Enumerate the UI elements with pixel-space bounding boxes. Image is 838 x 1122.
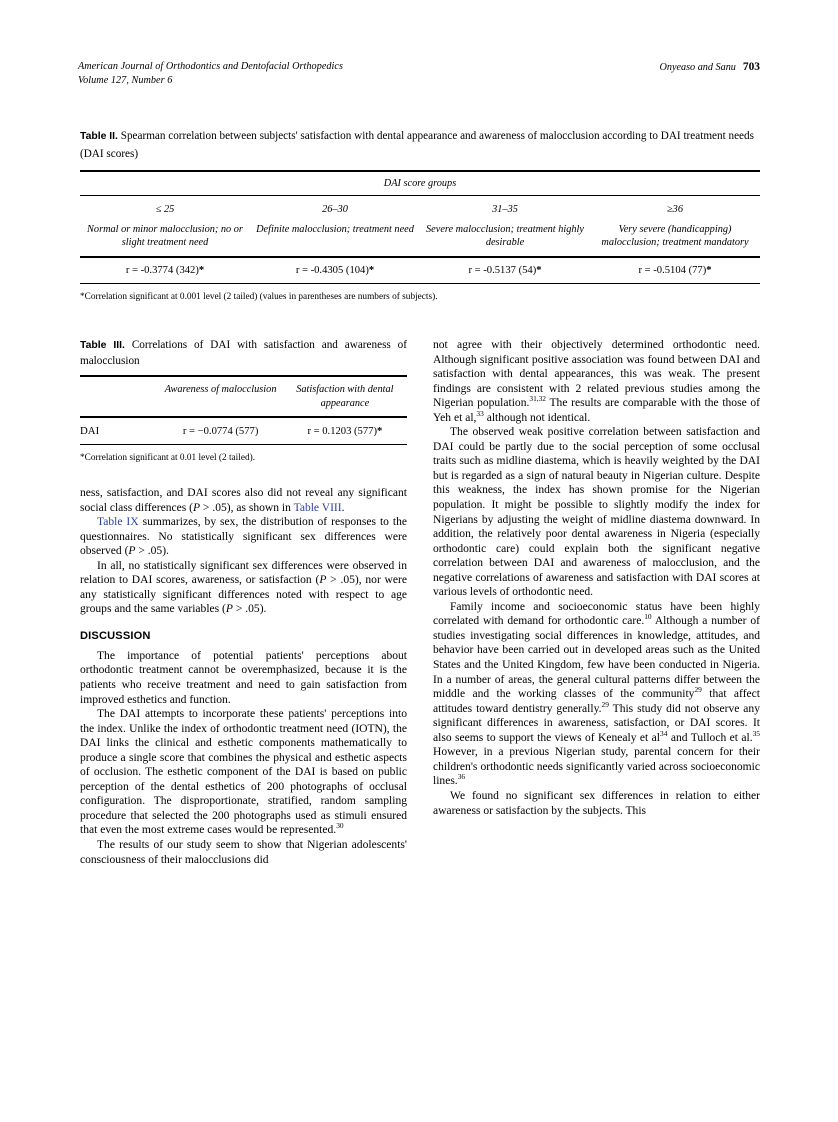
table-2-cell-value: r = -0.3774 (342)	[125, 264, 199, 276]
reference-marker: 36	[457, 772, 466, 782]
text-run: > .05).	[232, 603, 267, 616]
text-run: The results are comparable with the those of Yeh et al,	[433, 397, 761, 424]
text-run: However, in a previous Nigerian study, parental concern for their children's orthodontic needs significantly varied across socioeconomic lines.	[433, 746, 760, 788]
text-run: summarizes, by sex, the distribution of responses to the questionnaires. No statistically significant sex differences were observed (	[80, 516, 407, 558]
text-run: and Tulloch et al.	[667, 731, 753, 744]
paragraph-continued	[80, 486, 407, 515]
text-run: > .05), nor were any statistically significant differences noted with respect to age groups and the same variables (	[80, 574, 407, 616]
table-2-cell-value: r = -0.5104 (77)	[638, 264, 707, 276]
table-3	[80, 338, 407, 464]
paragraph-sex-differences	[80, 559, 407, 617]
table-2-col-description: Definite malocclusion; treatment need	[256, 223, 414, 235]
left-column	[80, 338, 407, 867]
paragraph-importance: The importance of potential patients' perceptions about orthodontic treatment cannot be overemphasized, because it is the patients who receive treatment and need to gain satisfaction from improved esthetics and function.	[80, 649, 407, 706]
p-variable: P	[192, 501, 201, 514]
table-3-caption-text: Correlations of DAI with satisfaction and awareness of malocclusion	[80, 339, 407, 367]
table-3-header-row	[80, 377, 407, 416]
text-run: that affect attitudes toward dentistry generally.	[433, 688, 761, 715]
table-3-cell-value: r = −0.0774 (577)	[182, 426, 259, 437]
table-ix-link[interactable]: Table IX	[97, 516, 139, 529]
discussion-heading: DISCUSSION	[80, 629, 151, 642]
reference-marker: 29	[601, 699, 609, 709]
paragraph-family-income	[433, 600, 760, 789]
table-3-row-label: DAI	[80, 425, 100, 437]
text-run: ness, satisfaction, and DAI scores also did not reveal any significant social class differences (	[80, 487, 407, 514]
text-run: although not identical.	[483, 411, 591, 424]
table-3-cell-star: *	[376, 426, 383, 437]
table-2-col-range: 26–30	[322, 204, 348, 215]
reference-marker: 30	[336, 821, 344, 831]
table-2-column-descriptions	[80, 223, 760, 256]
table-2-cell-star: *	[706, 264, 712, 276]
table-2-col-range: ≥36	[667, 204, 683, 215]
table-2-footnote: *Correlation significant at 0.001 level (2 tailed) (values in parentheses are numbers of subjects).	[80, 291, 438, 302]
table-3-column-header: Satisfaction with dental appearance	[296, 384, 394, 409]
right-column	[433, 338, 760, 818]
table-3-footnote: *Correlation significant at 0.01 level (2 tailed).	[80, 453, 256, 463]
text-run: > .05), as shown in	[200, 501, 294, 514]
paragraph-dai-attempts	[80, 707, 407, 838]
reference-marker: 10	[644, 612, 652, 622]
table-2-cell-star: *	[198, 264, 205, 276]
table-viii-link[interactable]: Table VIII	[293, 501, 342, 514]
table-3-cell	[283, 426, 407, 437]
table-2-caption-text: Spearman correlation between subjects' satisfaction with dental appearance and awareness of malocclusion according to DAI treatment needs (DAI scores)	[80, 130, 754, 160]
p-variable: P	[319, 574, 327, 587]
running-head-authors: Onyeaso and Sanu	[659, 62, 736, 73]
table-2-label: Table II.	[80, 131, 118, 142]
table-2-data-row	[80, 258, 760, 283]
reference-marker: 33	[476, 408, 484, 418]
table-2-col-range: ≤ 25	[155, 204, 175, 215]
paragraph-results: The results of our study seem to show that Nigerian adolescents' consciousness of their malocclusions did	[80, 839, 407, 866]
running-head-journal	[78, 60, 343, 88]
p-variable: P	[128, 545, 136, 558]
table-2-cell-value: r = -0.5137 (54)	[468, 264, 537, 276]
table-2-column-ranges	[80, 196, 760, 223]
paragraph-weak-correlation: The observed weak positive correlation between satisfaction and DAI could be partly due to the social perception of some occlusal traits such as midline diastema, which is heavily weighted by the DAI but is regarded as a sign of natural beauty in Nigerian culture. Despite this weakness, the index has shown promise for the Nigerian population. It might be possible to slightly modify the index for Nigerians by adjusting the weight of midline diastema downward. In addition, the relatively poor dental awareness in Nigeria (especially orthodontic care) could explain both the significant negative correlation between DAI and awareness of malocclusion, and the negative correlations of awareness and satisfaction with DAI scores at various levels of orthodontic need.	[433, 426, 760, 599]
table-3-caption	[80, 338, 407, 369]
table-2-cell	[420, 265, 590, 276]
table-2-col-description: Very severe (handicapping) malocclusion; treatment mandatory	[601, 223, 749, 249]
reference-marker: 31,32	[529, 394, 547, 404]
reference-marker: 34	[660, 728, 668, 738]
reference-marker: 29	[694, 685, 702, 695]
table-3-column-header: Awareness of malocclusion	[164, 384, 277, 396]
table-2-col-description: Normal or minor malocclusion; no or slight treatment need	[87, 223, 243, 249]
journal-volume: Volume 127, Number 6	[78, 75, 173, 86]
text-run: In all, no statistically significant sex differences were observed in relation to DAI scores, awareness, or satisfaction (	[80, 559, 407, 587]
paragraph-not-agree	[433, 338, 760, 425]
table-2	[80, 128, 760, 303]
journal-name: American Journal of Orthodontics and Dentofacial Orthopedics	[78, 61, 344, 72]
p-variable: P	[225, 603, 233, 616]
running-head	[78, 60, 760, 94]
table-2-group-header: DAI score groups	[383, 178, 457, 189]
paragraph-table-ix	[80, 515, 407, 559]
table-3-header-spacer	[80, 383, 158, 410]
running-head-authors-page	[660, 60, 761, 75]
text-run: .	[341, 501, 345, 514]
reference-marker: 35	[752, 728, 760, 738]
table-3-data-row	[80, 418, 407, 444]
table-2-col-description: Severe malocclusion; treatment highly desirable	[426, 223, 584, 249]
table-3-cell-value: r = 0.1203 (577)	[307, 426, 377, 437]
table-2-cell	[590, 265, 760, 276]
table-2-cell	[250, 265, 420, 276]
table-2-cell	[80, 265, 250, 276]
text-run: This study did not observe any significant differences in awareness, satisfaction, or DAI scores. It also seems to support the views of Kenealy et al	[433, 702, 760, 744]
table-3-cell	[158, 426, 282, 437]
table-2-cell-star: *	[368, 264, 375, 276]
text-run: Although a number of studies investigating social differences in knowledge, attitudes, and behavior have been carried out in developed areas such as the United States and the United Kingdom, few have been conducted in Nigeria. In a number of areas, the general cultural patterns differ between the middle and the working classes of the community	[433, 615, 760, 701]
text-run: not agree with their objectively determined orthodontic need. Although significant positive association was found between DAI and satisfaction with dental appearances, this was weak. The present findings are consistent with 2 related previous studies among the Nigerian population.	[433, 339, 760, 410]
table-2-col-range: 31–35	[492, 204, 518, 215]
page-number: 703	[742, 61, 760, 73]
table-2-cell-star: *	[536, 264, 542, 276]
text-run: The DAI attempts to incorporate these patients' perceptions into the index. Unlike the index of orthodontic treatment need (IOTN), the DAI links the clinical and esthetic components mathematically to produce a single score that combines the physical and esthetic aspects of occlusion. The esthetic component of the DAI is based on public perception of the dental esthetics of 200 photographs of occlusal configuration. The disproportionate, stratified, random sampling procedure that selected the 200 photographs used as stimuli ensured that even the most extreme cases would be represented.	[80, 708, 407, 837]
table-2-caption	[80, 128, 760, 162]
text-run: Family income and socioeconomic status have been highly correlated with demand for orthodontic care.	[433, 600, 760, 628]
text-run: > .05).	[135, 545, 169, 558]
table-2-cell-value: r = -0.4305 (104)	[295, 264, 369, 276]
table-3-label: Table III.	[80, 340, 125, 351]
paragraph-no-sex-differences: We found no significant sex differences in relation to either awareness or satisfaction by the subjects. This	[433, 789, 760, 817]
